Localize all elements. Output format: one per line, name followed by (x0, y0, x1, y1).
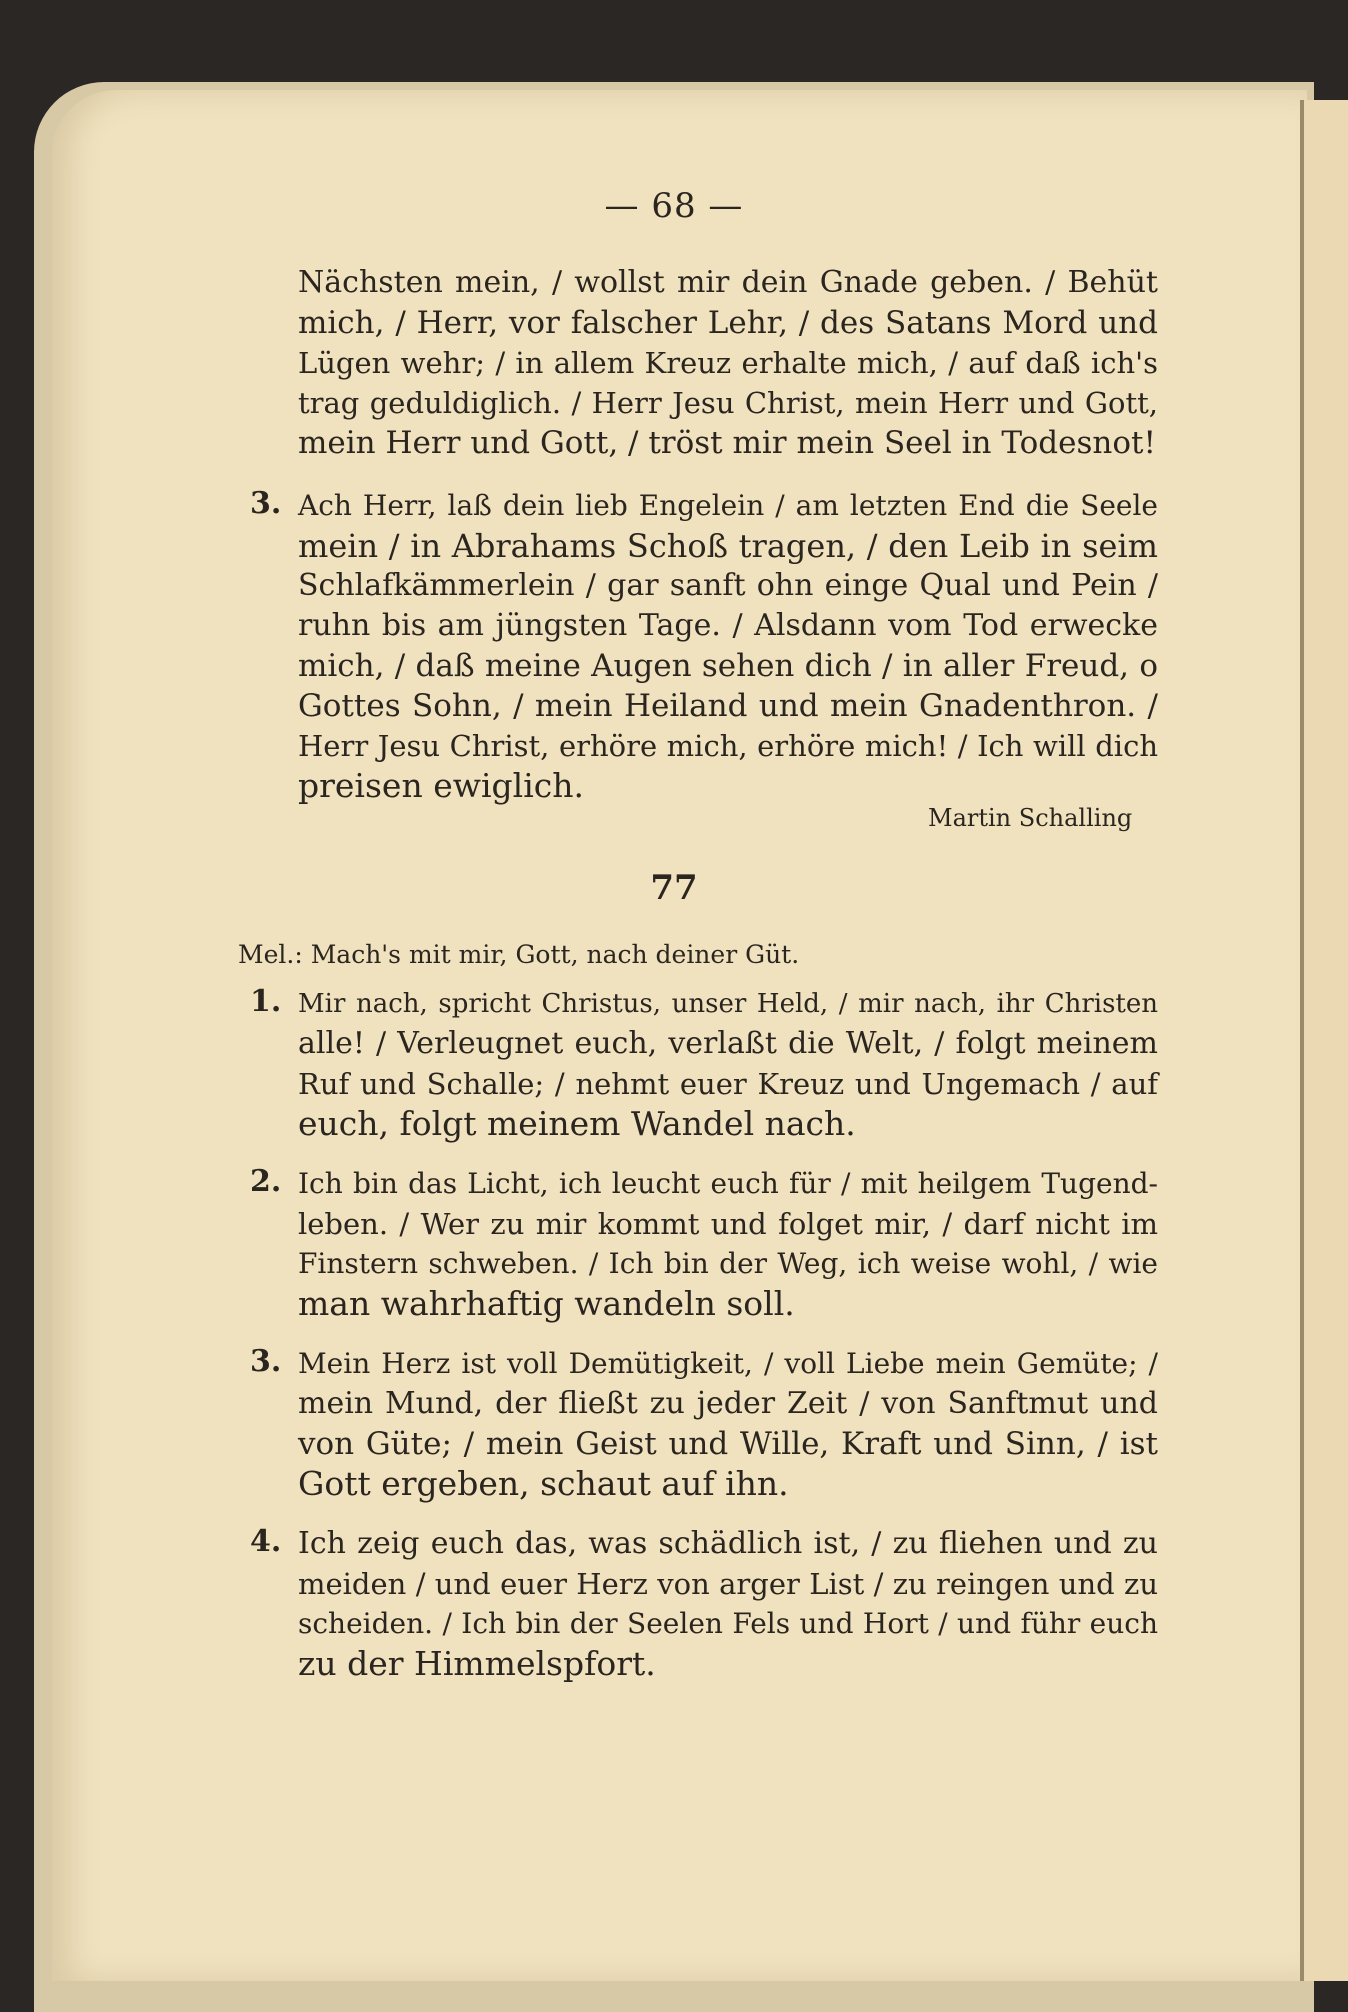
page-number: — 68 — (604, 186, 744, 226)
verse-line: Mir nach, spricht Christus, unser Held, / mir nach, ihr Christen (298, 989, 1158, 1019)
verse-line: scheiden. / Ich bin der Seelen Fels und Hort / und führ euch (298, 1607, 1158, 1640)
continuation-verse (298, 263, 1158, 463)
verse-line: Ruf und Schalle; / nehmt euer Kreuz und Ungemach / auf (298, 1067, 1158, 1101)
verse-line: Ich zeig euch das, was schädlich ist, / zu fliehen und zu (298, 1526, 1158, 1561)
verse-line: Gott ergeben, schaut auf ihn. (298, 1464, 789, 1503)
verse-line: mein / in Abrahams Schoß tragen, / den Leib in seim (298, 527, 1158, 565)
melody-note: Mel.: Mach's mit mir, Gott, nach deiner Güt. (238, 940, 800, 969)
verse-2 (250, 1164, 1158, 1324)
verse-line: alle! / Verleugnet euch, verlaßt die Welt, / folgt meinem (298, 1026, 1158, 1061)
verse-line: preisen ewiglich. (298, 766, 584, 805)
verse-line: Finstern schweben. / Ich bin der Weg, ich weise wohl, / wie (298, 1247, 1158, 1280)
verse-1 (250, 984, 1158, 1144)
author-attribution: Martin Schalling (928, 804, 1133, 832)
verse-line: Ach Herr, laß dein lieb Engelein / am letzten End die Seele (298, 489, 1158, 522)
verse-3 (250, 1344, 1158, 1504)
verse-4 (250, 1524, 1158, 1684)
verse-number: 4. (250, 1524, 282, 1559)
verse-line: Mein Herz ist voll Demütigkeit, / voll Liebe mein Gemüte; / (298, 1347, 1158, 1380)
facing-page-edge (1300, 100, 1348, 1981)
verse-number: 3. (250, 486, 282, 521)
verse-line: mein Mund, der fließt zu jeder Zeit / von Sanftmut und (298, 1386, 1158, 1421)
verse-number: 2. (250, 1164, 282, 1199)
verse-line: mein Herr und Gott, / tröst mir mein Seel in Todesnot! (298, 425, 1156, 461)
verse-line: Ich bin das Licht, ich leucht euch für / mit heilgem Tugend- (298, 1167, 1158, 1200)
hymn-number: 77 (650, 868, 698, 908)
verse-line: man wahrhaftig wandeln soll. (298, 1284, 795, 1323)
verse-line: meiden / und euer Herz von arger List / zu reingen und zu (298, 1567, 1158, 1601)
verse-line: trag geduldiglich. / Herr Jesu Christ, mein Herr und Gott, (298, 386, 1158, 420)
verse-line: Schlafkämmerlein / gar sanft ohn einge Qual und Pein / (298, 568, 1158, 603)
verse-line: mich, / Herr, vor falscher Lehr, / des Satans Mord und (298, 305, 1158, 341)
verse-line: Nächsten mein, / wollst mir dein Gnade geben. / Behüt (298, 265, 1158, 300)
verse-line: Lügen wehr; / in allem Kreuz erhalte mich, / auf daß ich's (298, 346, 1158, 380)
verse-number: 3. (250, 1344, 282, 1379)
verse-line: Gottes Sohn, / mein Heiland und mein Gnadenthron. / (298, 688, 1158, 724)
verse-line: euch, folgt meinem Wandel nach. (298, 1104, 856, 1143)
verse-3-schalling (250, 486, 1158, 806)
verse-line: zu der Himmelspfort. (298, 1644, 656, 1683)
verse-line: von Güte; / mein Geist und Wille, Kraft und Sinn, / ist (298, 1426, 1158, 1462)
verse-line: leben. / Wer zu mir kommt und folget mir, / darf nicht im (298, 1207, 1158, 1241)
verse-line: Herr Jesu Christ, erhöre mich, erhöre mich! / Ich will dich (298, 729, 1158, 763)
verse-number: 1. (250, 984, 282, 1019)
verse-line: ruhn bis am jüngsten Tage. / Alsdann vom Tod erwecke (298, 608, 1158, 643)
verse-line: mich, / daß meine Augen sehen dich / in aller Freud, o (298, 648, 1158, 684)
